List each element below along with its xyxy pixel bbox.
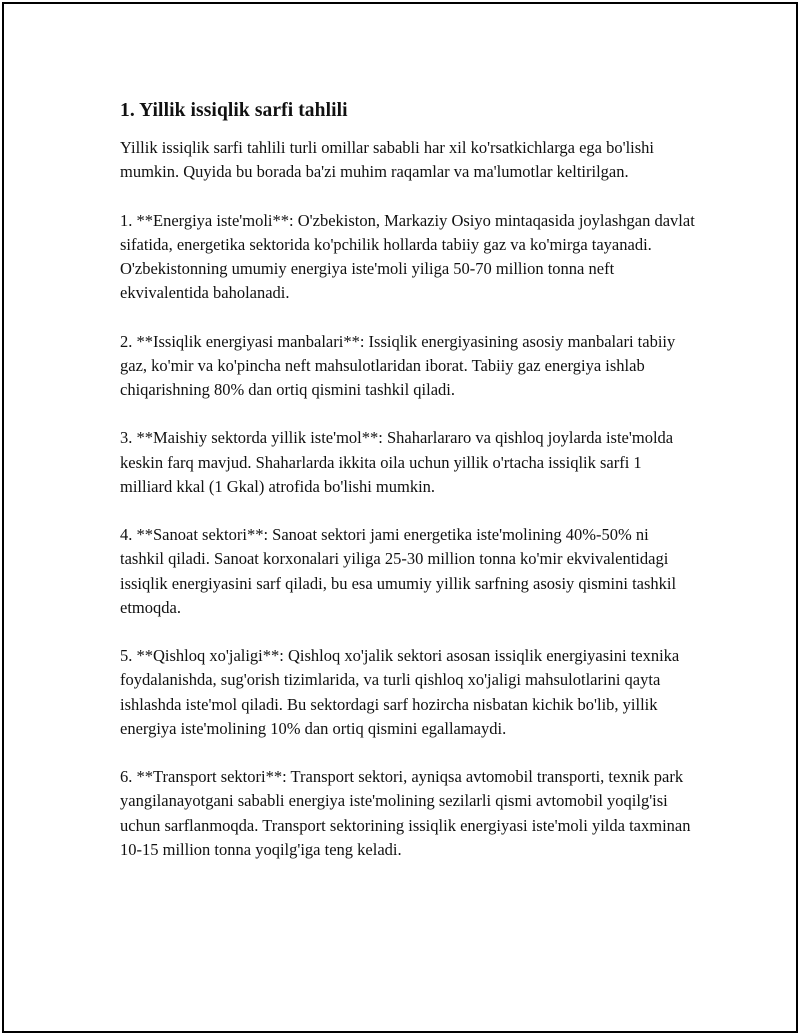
paragraph-energy-consumption: 1. **Energiya iste'moli**: O'zbekiston, Markaziy Osiyo mintaqasida joylashgan davlat sifatida, energetika sektorida ko'pchilik hollarda tabiiy gaz va ko'mirga tayanadi. O'zbekistonning umumiy energiya iste'moli yiliga 50-70 million tonna neft ekvivalentida baholanadi.	[120, 210, 695, 303]
page-frame	[2, 2, 798, 1033]
paragraph-heat-sources: 2. **Issiqlik energiyasi manbalari**: Issiqlik energiyasining asosiy manbalari tabiiy gaz, ko'mir va ko'pincha neft mahsulotlaridan iborat. Tabiiy gaz energiya ishlab chiqarishning 80% dan ortiq qismini tashkil qiladi.	[120, 331, 676, 399]
paragraph-agriculture: 5. **Qishloq xo'jaligi**: Qishloq xo'jalik sektori asosan issiqlik energiyasini texnika foydalanishda, sug'orish tizimlarida, va turli qishloq xo'jaligi mahsulotlarini qayta ishlashda iste'mol qiladi. Bu sektordagi sarf hozircha nisbatan kichik bo'lib, yillik energiya iste'molining 10% dan ortiq qismini egallamaydi.	[120, 646, 680, 738]
document-title: 1. Yillik issiqlik sarfi tahlili	[120, 100, 348, 121]
paragraph-household-sector: 3. **Maishiy sektorda yillik iste'mol**: Shaharlararo va qishloq joylarda iste'molda keskin farq mavjud. Shaharlarda ikkita oila uchun yillik o'rtacha issiqlik sarfi 1 milliard kkal (1 Gkal) atrofida bo'lishi mumkin.	[120, 428, 674, 496]
paragraph-industry-sector: 4. **Sanoat sektori**: Sanoat sektori jami energetika iste'molining 40%-50% ni tashkil qiladi. Sanoat korxonalari yiliga 25-30 million tonna ko'mir ekvivalentidagi issiqlik energiyasini sarf qiladi, bu esa umumiy yillik sarfning asosiy qismini tashkil etmoqda.	[120, 525, 677, 617]
document-body	[120, 98, 696, 862]
paragraph-transport-sector: 6. **Transport sektori**: Transport sektori, ayniqsa avtomobil transporti, texnik park yangilanayotgani sababli energiya iste'molining sezilarli qismi avtomobil yoqilg'isi uchun sarflanmoqda. Transport sektorining issiqlik energiyasi iste'moli yilda taxminan 10-15 million tonna yoqilg'iga teng keladi.	[120, 767, 691, 859]
intro-paragraph: Yillik issiqlik sarfi tahlili turli omillar sababli har xil ko'rsatkichlarga ega bo'lishi mumkin. Quyida bu borada ba'zi muhim raqamlar va ma'lumotlar keltirilgan.	[120, 138, 655, 182]
